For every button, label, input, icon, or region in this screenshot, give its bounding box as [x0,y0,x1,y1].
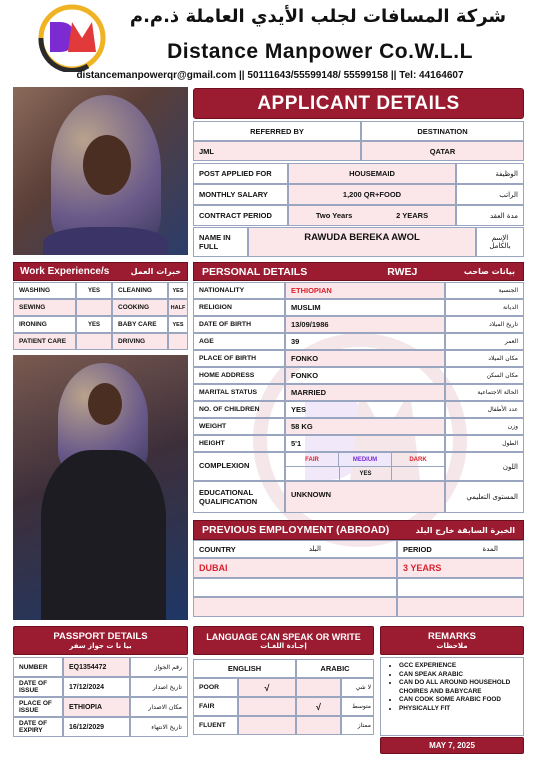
language-level-label-arabic: لا شي [341,678,374,697]
company-name-arabic: شركة المسافات لجلب الأيدي العاملة ذ.م.م [129,6,507,27]
passport-field-value: 16/12/2029 [63,717,130,737]
personal-field-label-arabic: الحالة الاجتماعية [445,384,524,401]
passport-field-label [13,717,63,737]
english-label: ENGLISH [227,664,262,673]
language-heading [193,626,374,655]
passport-field-label-arabic: رقم الجواز [130,657,188,677]
language-level-label-arabic: ممتاز [341,716,374,735]
personal-field-label: MARITAL STATUS [193,384,285,401]
work-skill-value: YES [168,282,188,299]
personal-field-label: HOME ADDRESS [193,367,285,384]
passport-field-value: 17/12/2024 [63,677,130,697]
complexion-label [193,452,285,481]
personal-field-label: RELIGION [193,299,285,316]
country-label: COUNTRY [199,544,236,554]
remarks-heading [380,626,524,655]
full-name-label-arabic [476,227,524,257]
language-english-mark [238,716,296,735]
complexion-medium: MEDIUM [339,453,392,467]
personal-field-label-arabic: تاريخ الميلاد [445,316,524,333]
work-skill-label: CLEANING [112,282,168,299]
salary-label-arabic [456,184,524,205]
complexion-label-arabic [445,452,524,481]
passport-title-arabic: بيا نا ت جواز سفر [69,642,132,650]
language-level-label: FAIR [193,697,238,716]
language-english-mark [238,697,296,716]
language-arabic-mark: √ [296,697,341,716]
work-skill-label: IRONING [13,316,76,333]
personal-field-value: 58 KG [285,418,445,435]
remarks-title: REMARKS [427,631,477,642]
personal-field-value: 13/09/1986 [285,316,445,333]
complexion-ar-text: اللون [502,462,518,471]
post-text: HOUSEMAID [349,169,395,178]
name-label-1: NAME IN [199,233,231,242]
referred-by-text: JML [199,146,214,156]
personal-details-title: PERSONAL DETAILS [202,265,308,278]
personal-details-title-arabic: بيانات صاحب [463,267,515,276]
previous-employment-heading [193,520,524,540]
personal-field-label: NO. OF CHILDREN [193,401,285,418]
education-label [193,481,285,513]
work-skill-value: HALF [168,299,188,316]
period-value [397,558,524,578]
period-label-arabic: المدة [482,545,498,553]
post-value [288,163,456,184]
remarks-item: • PHYSICALLY FIT [399,705,519,714]
passport-field-value: ETHIOPIA [63,697,130,717]
full-name-text: RAWUDA BEREKA AWOL [304,232,420,243]
work-skill-label: WASHING [13,282,76,299]
document-date: MAY 7, 2025 [429,741,475,750]
work-skill-label: PATIENT CARE [13,333,76,350]
personal-field-label: NATIONALITY [193,282,285,299]
post-ar-text: الوظيفة [495,169,518,178]
personal-field-label-arabic: عدد الأطفال [445,401,524,418]
name-ar-1: الإسم [491,234,509,242]
work-skill-label: DRIVING [112,333,168,350]
personal-field-label-arabic: الطول [445,435,524,452]
language-title-arabic: إجـادة اللغـات [260,641,307,650]
contract-ar-text: مدة العقد [490,211,518,220]
work-skill-value [168,333,188,350]
personal-field-label: PLACE OF BIRTH [193,350,285,367]
complexion-options [285,452,445,481]
work-skill-value: YES [168,316,188,333]
company-logo-icon [38,4,106,72]
work-skill-value [76,333,112,350]
work-experience-title: Work Experience/s [20,266,110,277]
applicant-details-title: APPLICANT DETAILS [257,92,460,114]
language-english-mark: √ [238,678,296,697]
education-label-2: QUALIFICATION [199,497,258,506]
passport-label-line-1: DATE OF [19,680,48,687]
contract-a-text: Two Years [315,211,353,220]
language-arabic-header [296,659,374,678]
contract-label [193,205,288,226]
destination-label-text: DESTINATION [417,126,468,136]
contract-label-text: CONTRACT PERIOD [199,211,272,220]
passport-label-line-2: ISSUE [19,687,39,694]
personal-field-value: MUSLIM [285,299,445,316]
personal-code: RWEJ [387,265,418,278]
period-label: PERIOD [403,544,432,554]
previous-empty-row-2 [193,597,397,617]
passport-label-line-2: ISSUE [19,707,39,714]
previous-empty-row-1b [397,578,524,597]
salary-ar-text: الراتب [499,190,518,199]
work-skill-label: COOKING [112,299,168,316]
applicant-details-heading [193,88,524,119]
full-name-label [193,227,248,257]
post-label-arabic [456,163,524,184]
language-level-label-arabic: متوسط [341,697,374,716]
education-label-arabic [445,481,524,513]
language-level-label: FLUENT [193,716,238,735]
personal-field-label: WEIGHT [193,418,285,435]
passport-field-label-arabic: مكان الاصدار [130,697,188,717]
name-label-2: FULL [199,242,219,251]
personal-field-value: FONKO [285,367,445,384]
country-text: DUBAI [199,563,228,573]
work-skill-value [76,299,112,316]
contract-label-arabic [456,205,524,226]
remarks-item: • CAN SPEAK ARABIC [399,671,519,680]
education-text: UNKNOWN [291,490,331,499]
previous-employment-title-arabic: الخبرة السابقة خارج البلد [415,525,515,535]
personal-field-label: DATE OF BIRTH [193,316,285,333]
post-label [193,163,288,184]
personal-field-label: AGE [193,333,285,350]
work-experience-title-arabic: خبرات العمل [130,267,181,276]
complexion-dark: DARK [392,453,444,467]
personal-field-label-arabic: العمر [445,333,524,350]
language-arabic-mark [296,716,341,735]
post-label-text: POST APPLIED FOR [199,169,272,178]
personal-details-heading [193,262,524,281]
complexion-mark: YES [339,467,392,480]
personal-field-label-arabic: مكان السكن [445,367,524,384]
salary-text: 1,200 QR+FOOD [342,190,402,199]
referred-by-value [193,141,361,161]
applicant-photo-full-body [13,355,188,620]
language-english-header [193,659,296,678]
passport-label-line-1: DATE OF [19,720,48,727]
complexion-label-text: COMPLEXION [199,461,250,470]
work-skill-label: BABY CARE [112,316,168,333]
education-ar-text: المستوى التعليمي [466,493,518,501]
salary-label-text: MONTHLY SALARY [199,190,268,199]
letterhead [0,0,540,86]
work-skill-value: YES [76,316,112,333]
language-title: LANGUAGE CAN SPEAK OR WRITE [206,631,361,642]
personal-field-value: 39 [285,333,445,350]
language-arabic-mark [296,678,341,697]
salary-label [193,184,288,205]
destination-text: QATAR [429,146,456,156]
work-experience-heading [13,262,188,281]
remarks-item: • CAN COOK SOME ARABIC FOOD [399,696,519,705]
country-label-arabic: البلد [308,545,321,553]
education-label-1: EDUCATIONAL [199,488,254,497]
remarks-list [381,658,523,714]
country-header [193,540,397,558]
personal-field-label: HEIGHT [193,435,285,452]
period-text: 3 YEARS [403,563,442,573]
contract-value [288,205,456,226]
complexion-fair: FAIR [286,453,339,467]
previous-empty-row-1 [193,578,397,597]
country-value [193,558,397,578]
passport-field-label [13,697,63,717]
previous-employment-title: PREVIOUS EMPLOYMENT (ABROAD) [202,524,390,536]
passport-label-line-1: NUMBER [19,663,48,671]
personal-field-label-arabic: مكان الميلاد [445,350,524,367]
work-skill-label: SEWING [13,299,76,316]
passport-field-label [13,677,63,697]
full-name-value [248,227,476,257]
applicant-photo-portrait [13,87,188,255]
name-ar-2: بالكامل [489,242,511,250]
passport-field-label-arabic: تاريخ الانتهاء [130,717,188,737]
personal-field-value: MARRIED [285,384,445,401]
previous-empty-row-2b [397,597,524,617]
personal-field-label-arabic: الجنسية [445,282,524,299]
personal-field-value: YES [285,401,445,418]
personal-field-value: ETHIOPIAN [285,282,445,299]
language-level-label: POOR [193,678,238,697]
destination-value [361,141,524,161]
education-value [285,481,445,513]
referred-by-label-text: REFERRED BY [250,126,304,136]
personal-field-label-arabic: وزن [445,418,524,435]
date-banner [380,737,524,754]
personal-field-value: FONKO [285,350,445,367]
passport-field-value: EQ1354472 [63,657,130,677]
remarks-item: • CAN DO ALL AROUND HOUSEHOLD CHOIRES AND BABYCARE [399,679,519,696]
salary-value [288,184,456,205]
referred-by-label [193,121,361,141]
remarks-item: • GCC EXPERIENCE [399,662,519,671]
contact-line: distancemanpowerqr@gmail.com || 50111643/55599148/ 55599158 || Tel: 44164607 [76,70,464,81]
passport-title: PASSPORT DETAILS [53,631,148,642]
company-name: Distance Manpower Co.W.L.L [167,40,473,63]
personal-field-value: 5'1 [285,435,445,452]
remarks-box [380,657,524,736]
passport-field-label-arabic: تاريخ اصدار [130,677,188,697]
passport-heading [13,626,188,655]
destination-label [361,121,524,141]
passport-label-line-2: EXPIRY [19,727,43,734]
personal-field-label-arabic: الديانة [445,299,524,316]
passport-label-line-1: PLACE OF [19,700,52,707]
passport-field-label [13,657,63,677]
arabic-label: ARABIC [320,664,350,673]
contract-b-text: 2 YEARS [396,211,429,220]
remarks-title-arabic: ملاحظات [436,642,468,650]
work-skill-value: YES [76,282,112,299]
period-header [397,540,524,558]
